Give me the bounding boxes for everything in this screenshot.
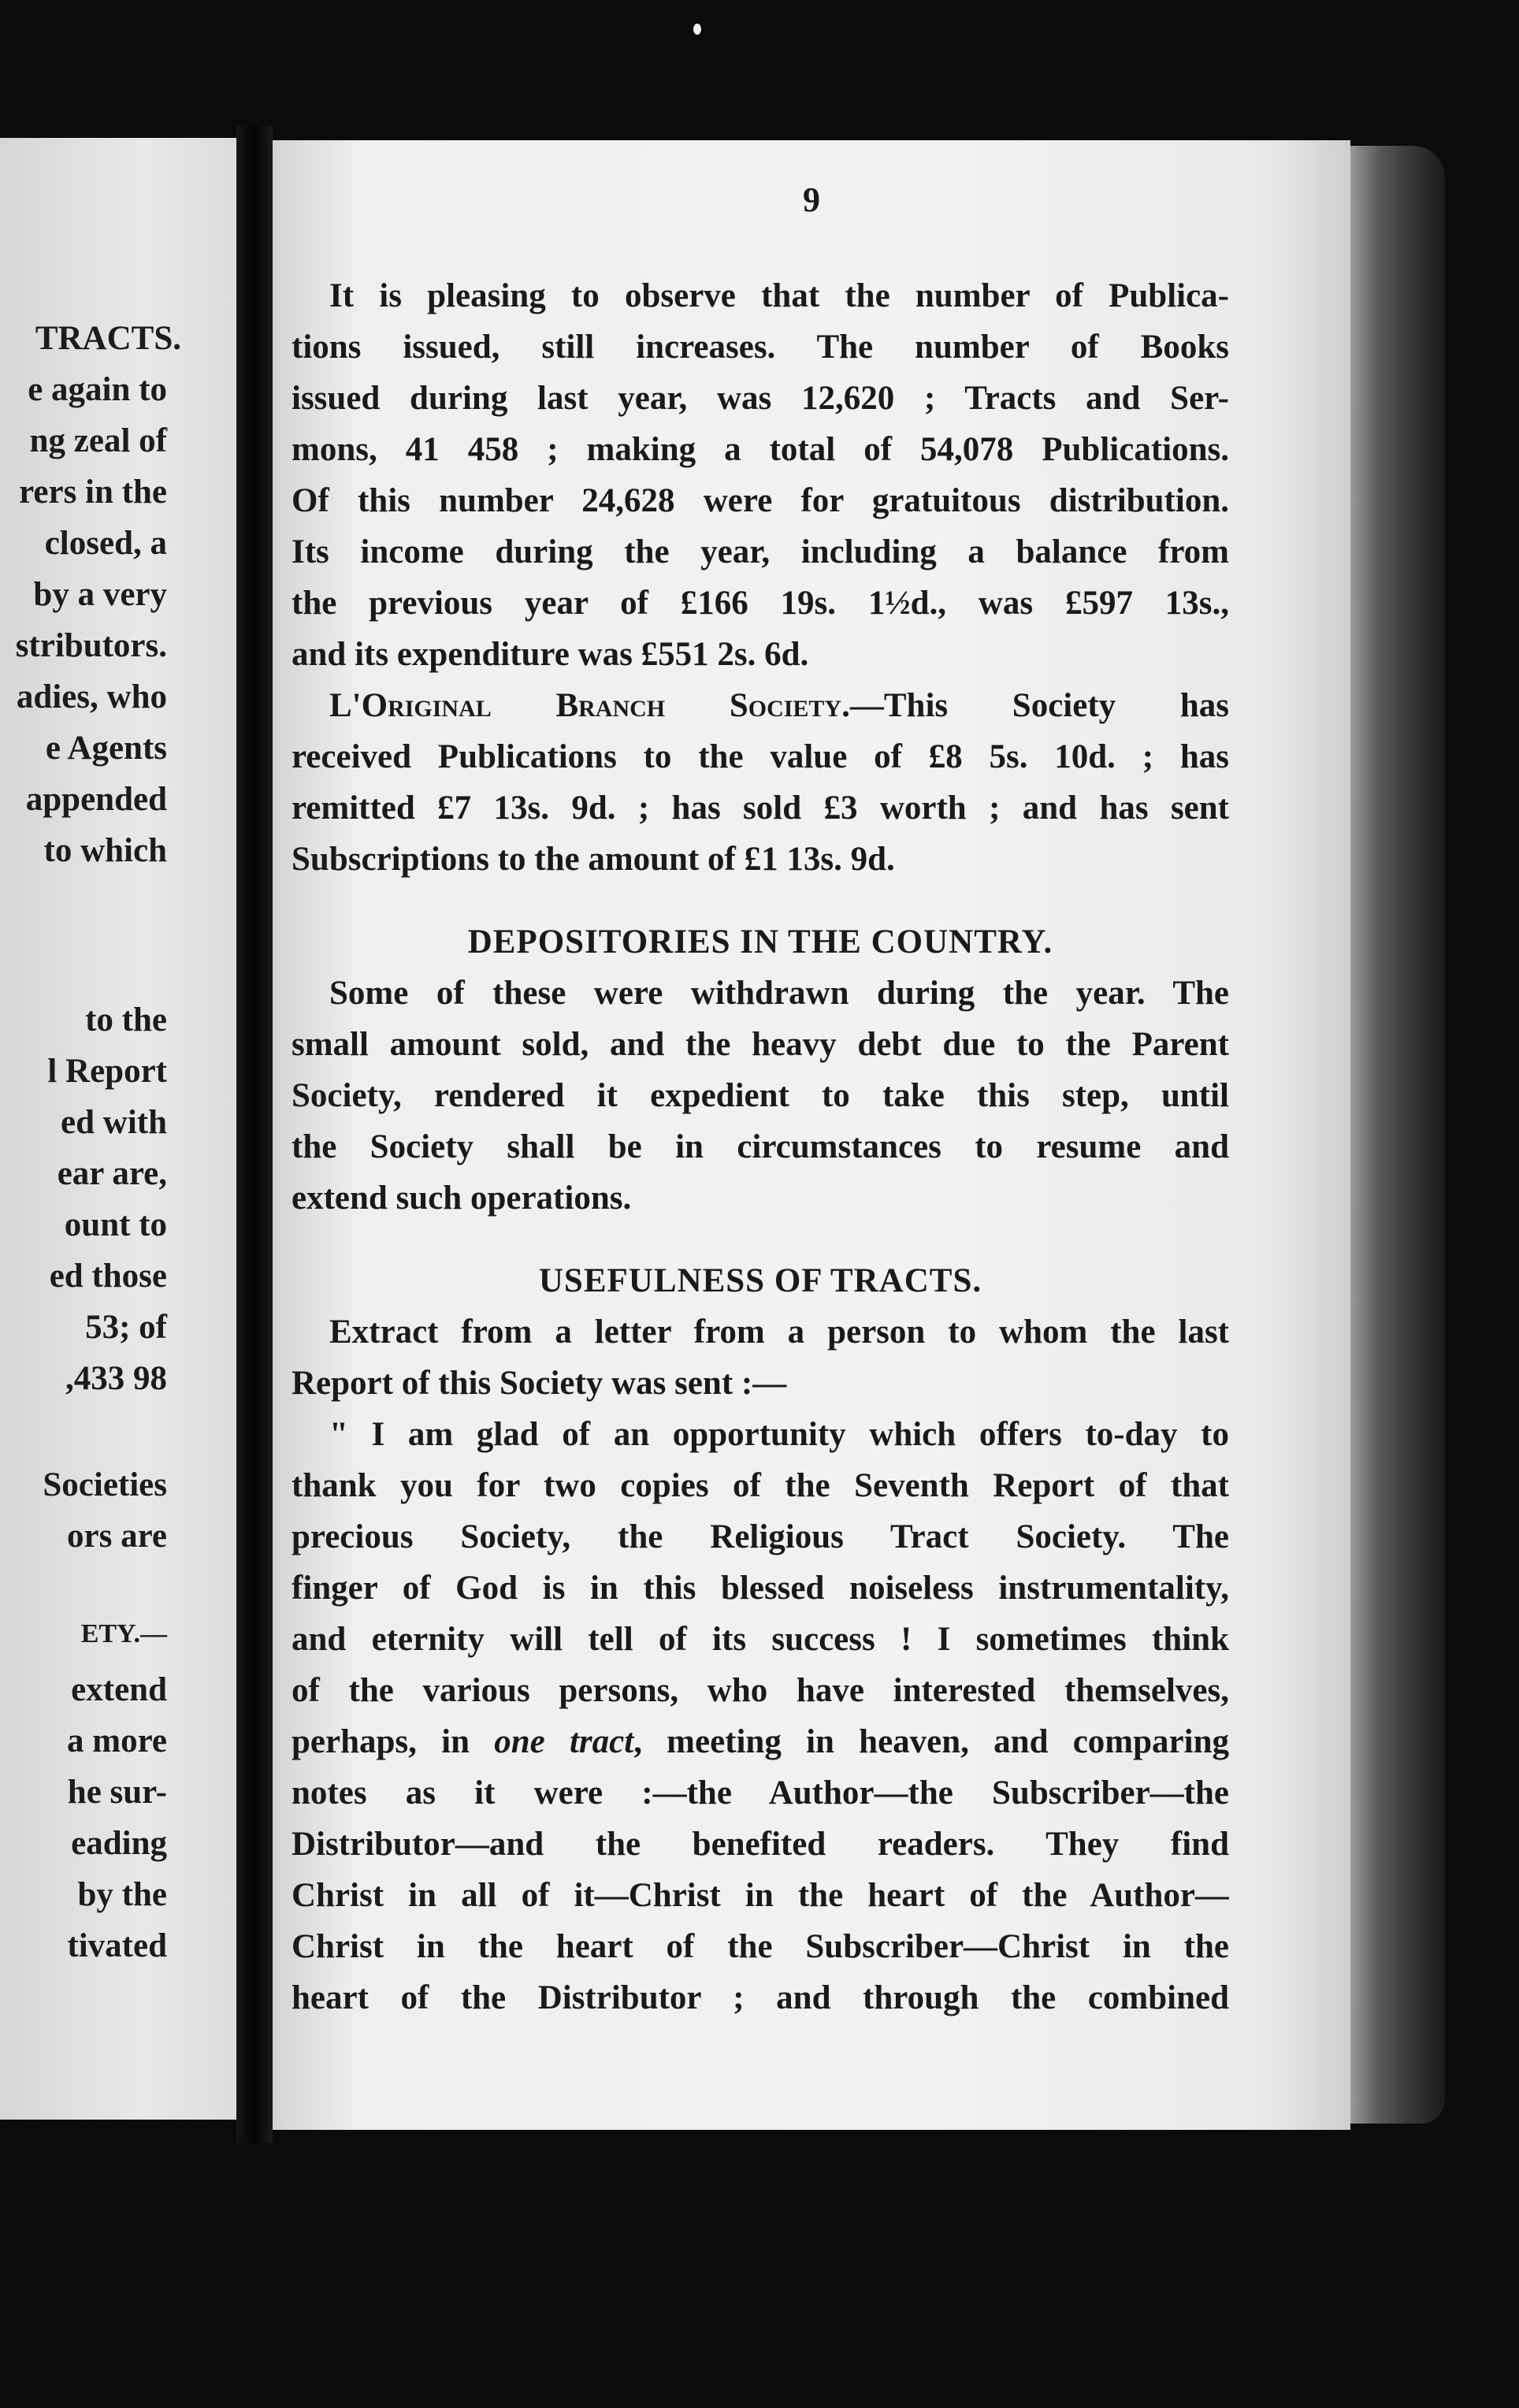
text-line: Christ in all of it—Christ in the heart of the Author—: [292, 1877, 1229, 1914]
text-line: of the various persons, who have interested themselves,: [292, 1672, 1229, 1709]
left-line: ear are,: [57, 1155, 167, 1192]
left-line: ed those: [49, 1258, 167, 1295]
text-line: Some of these were withdrawn during the year. The: [329, 975, 1229, 1012]
main-page: [273, 140, 1350, 2130]
text-line: the Society shall be in circumstances to resume and: [292, 1128, 1229, 1165]
paragraph-branch-society: [292, 680, 1229, 885]
text-line: remitted £7 13s. 9d. ; has sold £3 worth ; and has sent: [292, 790, 1229, 827]
section-heading: DEPOSITORIES IN THE COUNTRY.: [467, 923, 1053, 961]
text-line: Distributor—and the benefited readers. They find: [292, 1826, 1229, 1863]
text-line: precious Society, the Religious Tract Society. The: [292, 1518, 1229, 1555]
paragraph-depositories: [292, 968, 1229, 1224]
text-line: " I am glad of an opportunity which offers to-day to: [329, 1416, 1229, 1453]
text-line: and eternity will tell of its success ! I sometimes think: [292, 1621, 1229, 1658]
branch-society-name: L'Original Branch Society.: [329, 687, 850, 724]
scan-speck: [693, 24, 701, 35]
text-line: notes as it were :—the Author—the Subscriber—the: [292, 1774, 1229, 1812]
left-line: ng zeal of: [29, 422, 167, 459]
spacer: [292, 885, 1229, 916]
page-edge: [1350, 146, 1445, 2124]
left-line: adies, who: [16, 678, 167, 715]
text-line: issued during last year, was 12,620 ; Tracts and Ser-: [292, 380, 1229, 417]
text-line: and its expenditure was £551 2s. 6d.: [292, 636, 809, 673]
text-line: received Publications to the value of £8 5s. 10d. ; has: [292, 738, 1229, 775]
left-line: ors are: [67, 1518, 167, 1555]
left-line: ETY.—: [80, 1619, 167, 1648]
text-line: [292, 1716, 1229, 1767]
text-column: [292, 270, 1229, 2023]
text-line: Society, rendered it expedient to take this step, until: [292, 1077, 1229, 1114]
left-line: appended: [25, 781, 167, 818]
spacer: [292, 1224, 1229, 1255]
left-line: tivated: [67, 1927, 167, 1964]
text-line: Report of this Society was sent :—: [292, 1365, 787, 1402]
text-line: thank you for two copies of the Seventh Report of that: [292, 1467, 1229, 1504]
left-line: e Agents: [45, 730, 167, 767]
left-line: rers in the: [19, 474, 167, 511]
text-line: finger of God is in this blessed noiseless instrumentality,: [292, 1570, 1229, 1607]
left-line: TRACTS.: [35, 320, 181, 357]
text-line: heart of the Distributor ; and through the combined: [292, 1979, 1229, 2016]
left-line: he sur-: [67, 1774, 167, 1811]
text-line: [292, 680, 1229, 731]
paragraph-extract-intro: [292, 1306, 1229, 1409]
italic-phrase: one tract: [494, 1723, 634, 1760]
text-line: Subscriptions to the amount of £1 13s. 9d.: [292, 841, 895, 878]
text-fragment: , meeting in heaven, and comparing: [633, 1723, 1229, 1760]
text-fragment: —This Society has: [849, 687, 1229, 724]
left-line: by a very: [33, 576, 167, 613]
text-line: It is pleasing to observe that the number of Publica-: [329, 277, 1229, 314]
text-line: Of this number 24,628 were for gratuitous distribution.: [292, 482, 1229, 519]
text-line: the previous year of £166 19s. 1½d., was £597 13s.,: [292, 585, 1229, 622]
left-line: by the: [77, 1876, 167, 1913]
page-number: 9: [803, 180, 820, 219]
left-line: ,433 98: [65, 1360, 167, 1397]
paragraph-letter-quote: [292, 1409, 1229, 2023]
paragraph-publications: [292, 270, 1229, 680]
left-line: 53; of: [85, 1309, 167, 1346]
left-line: Societies: [43, 1466, 167, 1503]
left-line: to the: [85, 1001, 167, 1039]
left-line: e again to: [28, 371, 167, 408]
left-line: eading: [71, 1825, 167, 1862]
text-line: Christ in the heart of the Subscriber—Christ in the: [292, 1928, 1229, 1965]
text-line: small amount sold, and the heavy debt due to the Parent: [292, 1026, 1229, 1063]
text-line: Its income during the year, including a balance from: [292, 533, 1229, 570]
book-gutter: [236, 126, 273, 2143]
left-line: ount to: [64, 1206, 167, 1243]
left-line: extend: [71, 1671, 167, 1708]
left-line: stributors.: [15, 627, 167, 664]
left-line: a more: [67, 1722, 167, 1760]
text-line: Extract from a letter from a person to whom the last: [329, 1314, 1229, 1351]
text-fragment: perhaps, in: [292, 1723, 495, 1760]
left-line: l Report: [47, 1053, 167, 1090]
left-line: to which: [43, 832, 167, 869]
text-line: extend such operations.: [292, 1180, 632, 1217]
left-line: ed with: [61, 1104, 167, 1141]
left-line: closed, a: [44, 525, 167, 562]
previous-page-fragment: [0, 138, 236, 2120]
section-heading: USEFULNESS OF TRACTS.: [538, 1262, 982, 1299]
text-line: tions issued, still increases. The number of Books: [292, 329, 1229, 366]
text-line: mons, 41 458 ; making a total of 54,078 Publications.: [292, 431, 1229, 468]
